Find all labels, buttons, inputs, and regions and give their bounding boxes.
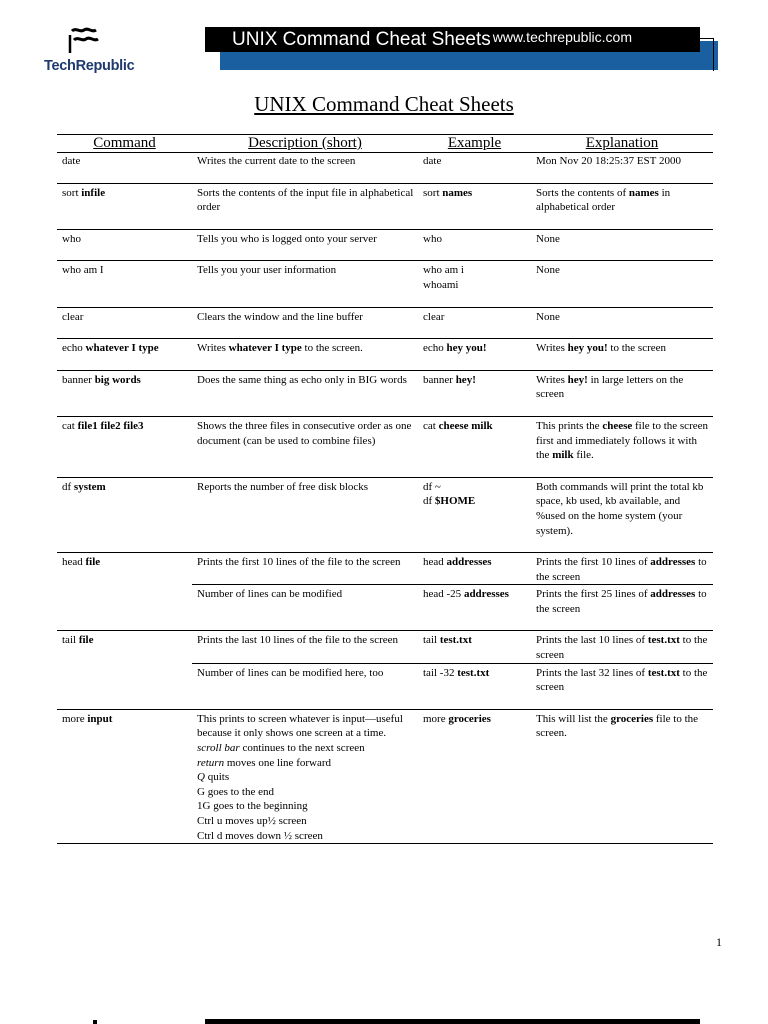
description-cell: Shows the three files in consecutive order as one document (can be used to combine files) [192, 416, 418, 477]
explanation-cell: This will list the groceries file to the screen. [531, 709, 713, 843]
example-cell: tail test.txt [418, 631, 531, 663]
example-cell: cat cheese milk [418, 416, 531, 477]
command-cell: head file [57, 553, 192, 631]
explanation-cell: Mon Nov 20 18:25:37 EST 2000 [531, 153, 713, 184]
column-header-explanation: Explanation [531, 135, 713, 153]
site-url[interactable]: www.techrepublic.com [492, 28, 633, 45]
table-row [57, 261, 713, 307]
example-cell: df ~ df $HOME [418, 477, 531, 552]
explanation-cell: Prints the first 25 lines of addresses to the screen [531, 585, 713, 631]
example-cell: clear [418, 307, 531, 339]
command-table [57, 134, 713, 844]
explanation-cell: None [531, 229, 713, 261]
table-row [57, 183, 713, 229]
techrepublic-logo [42, 27, 142, 77]
column-header-example: Example [418, 135, 531, 153]
description-cell: Tells you who is logged onto your server [192, 229, 418, 261]
example-cell: date [418, 153, 531, 184]
table-header-row [57, 135, 713, 153]
command-cell: more input [57, 709, 192, 843]
description-cell: Reports the number of free disk blocks [192, 477, 418, 552]
command-cell: who am I [57, 261, 192, 307]
explanation-cell: None [531, 261, 713, 307]
table-row [57, 229, 713, 261]
table-row [57, 631, 713, 663]
description-cell: Does the same thing as echo only in BIG words [192, 370, 418, 416]
explanation-cell: Writes hey! in large letters on the screen [531, 370, 713, 416]
description-cell: Writes the current date to the screen [192, 153, 418, 184]
column-header-description: Description (short) [192, 135, 418, 153]
table-row [57, 370, 713, 416]
table-row [57, 416, 713, 477]
example-cell: more groceries [418, 709, 531, 843]
footer-bar [205, 1019, 700, 1024]
explanation-cell: Both commands will print the total kb space, kb used, kb available, and %used on the home system (your system). [531, 477, 713, 552]
table-row [57, 553, 713, 585]
explanation-cell: Prints the first 10 lines of addresses to the screen [531, 553, 713, 585]
table-row [57, 307, 713, 339]
example-cell: sort names [418, 183, 531, 229]
table-row [57, 153, 713, 184]
techrepublic-logo-icon [66, 27, 102, 57]
banner-title: UNIX Command Cheat Sheets [232, 28, 491, 50]
command-cell: clear [57, 307, 192, 339]
command-cell: cat file1 file2 file3 [57, 416, 192, 477]
example-cell: echo hey you! [418, 339, 531, 371]
table-row [57, 477, 713, 552]
command-cell: df system [57, 477, 192, 552]
table-row [57, 339, 713, 371]
example-cell: who [418, 229, 531, 261]
description-cell: Number of lines can be modified here, too [192, 663, 418, 709]
page-title: UNIX Command Cheat Sheets [254, 92, 514, 116]
description-cell: Sorts the contents of the input file in alphabetical order [192, 183, 418, 229]
explanation-cell: None [531, 307, 713, 339]
description-cell: This prints to screen whatever is input—useful because it only shows one screen at a time. scroll bar continues to the next screen return moves one line forward Q quits G goes to the end 1G goes to the beginning Ctrl u moves up½ screen Ctrl d moves down ½ screen [192, 709, 418, 843]
explanation-cell: Prints the last 32 lines of test.txt to the screen [531, 663, 713, 709]
header-banner [205, 27, 700, 52]
command-cell: echo whatever I type [57, 339, 192, 371]
explanation-cell: Writes hey you! to the screen [531, 339, 713, 371]
column-header-command: Command [57, 135, 192, 153]
example-cell: head addresses [418, 553, 531, 585]
description-cell: Tells you your user information [192, 261, 418, 307]
command-cell: tail file [57, 631, 192, 709]
page-number: 1 [716, 935, 722, 949]
command-cell: date [57, 153, 192, 184]
command-cell: who [57, 229, 192, 261]
table-row [57, 709, 713, 843]
description-cell: Writes whatever I type to the screen. [192, 339, 418, 371]
explanation-cell: Sorts the contents of names in alphabetical order [531, 183, 713, 229]
description-cell: Prints the first 10 lines of the file to the screen [192, 553, 418, 585]
command-cell: sort infile [57, 183, 192, 229]
example-cell: head -25 addresses [418, 585, 531, 631]
example-cell: who am i whoami [418, 261, 531, 307]
header-bracket [700, 38, 714, 71]
description-cell: Clears the window and the line buffer [192, 307, 418, 339]
footer-logo-fragment [93, 1020, 97, 1024]
logo-text: TechRepublic [44, 58, 135, 74]
example-cell: tail -32 test.txt [418, 663, 531, 709]
description-cell: Prints the last 10 lines of the file to the screen [192, 631, 418, 663]
description-cell: Number of lines can be modified [192, 585, 418, 631]
explanation-cell: Prints the last 10 lines of test.txt to the screen [531, 631, 713, 663]
command-cell: banner big words [57, 370, 192, 416]
example-cell: banner hey! [418, 370, 531, 416]
explanation-cell: This prints the cheese file to the screen first and immediately follows it with the milk file. [531, 416, 713, 477]
